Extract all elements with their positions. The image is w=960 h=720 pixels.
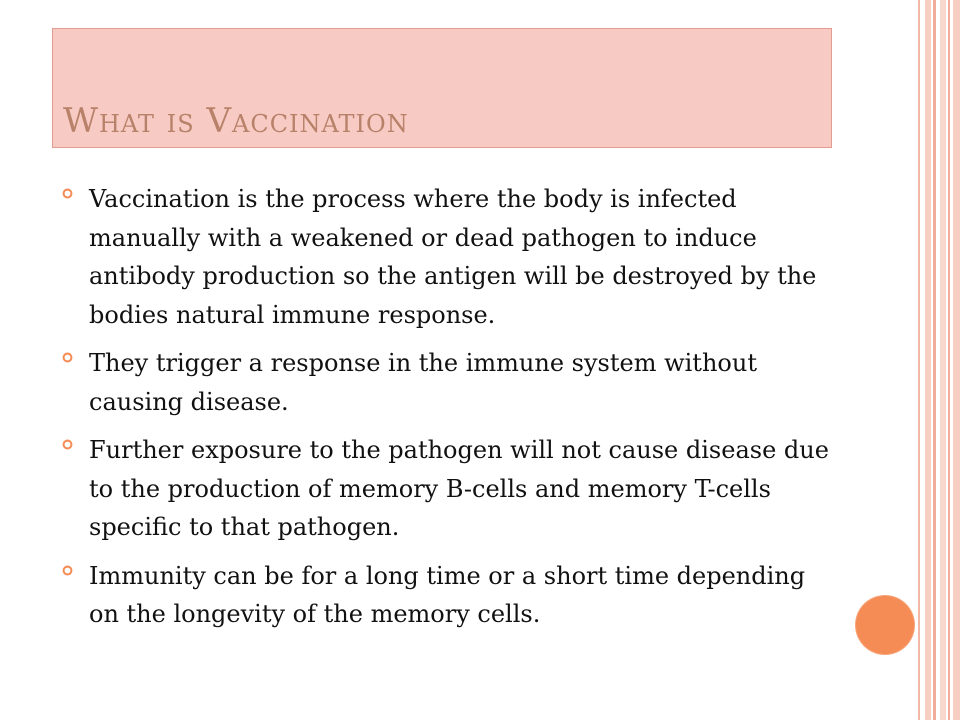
decorative-stripe (940, 0, 946, 720)
bullet-list (62, 180, 842, 644)
ring-bullet-icon (62, 565, 73, 576)
decorative-stripe (918, 0, 920, 720)
bullet-text: Immunity can be for a long time or a short time depending on the longevity of the memory cells. (89, 561, 806, 628)
bullet-text: They trigger a response in the immune system without causing disease. (89, 349, 757, 416)
slide-title: What is Vaccination (63, 101, 409, 141)
bullet-text: Vaccination is the process where the body is infected manually with a weakened or dead pathogen to induce antibody production so the antigen will be destroyed by the bodies natural immune response. (89, 185, 817, 329)
decorative-stripe (925, 0, 931, 720)
ring-bullet-icon (62, 352, 73, 363)
bullet-item (62, 344, 842, 421)
accent-circle (856, 596, 914, 654)
decorative-stripe (953, 0, 960, 720)
title-box (52, 28, 832, 148)
bullet-item (62, 180, 842, 334)
decorative-stripe (948, 0, 950, 720)
bullet-text: Further exposure to the pathogen will not cause disease due to the production of memory B-cells and memory T-cells specific to that pathogen. (89, 436, 829, 541)
decorative-stripe (933, 0, 936, 720)
bullet-item (62, 557, 842, 634)
bullet-item (62, 431, 842, 547)
ring-bullet-icon (62, 188, 73, 199)
ring-bullet-icon (62, 439, 73, 450)
